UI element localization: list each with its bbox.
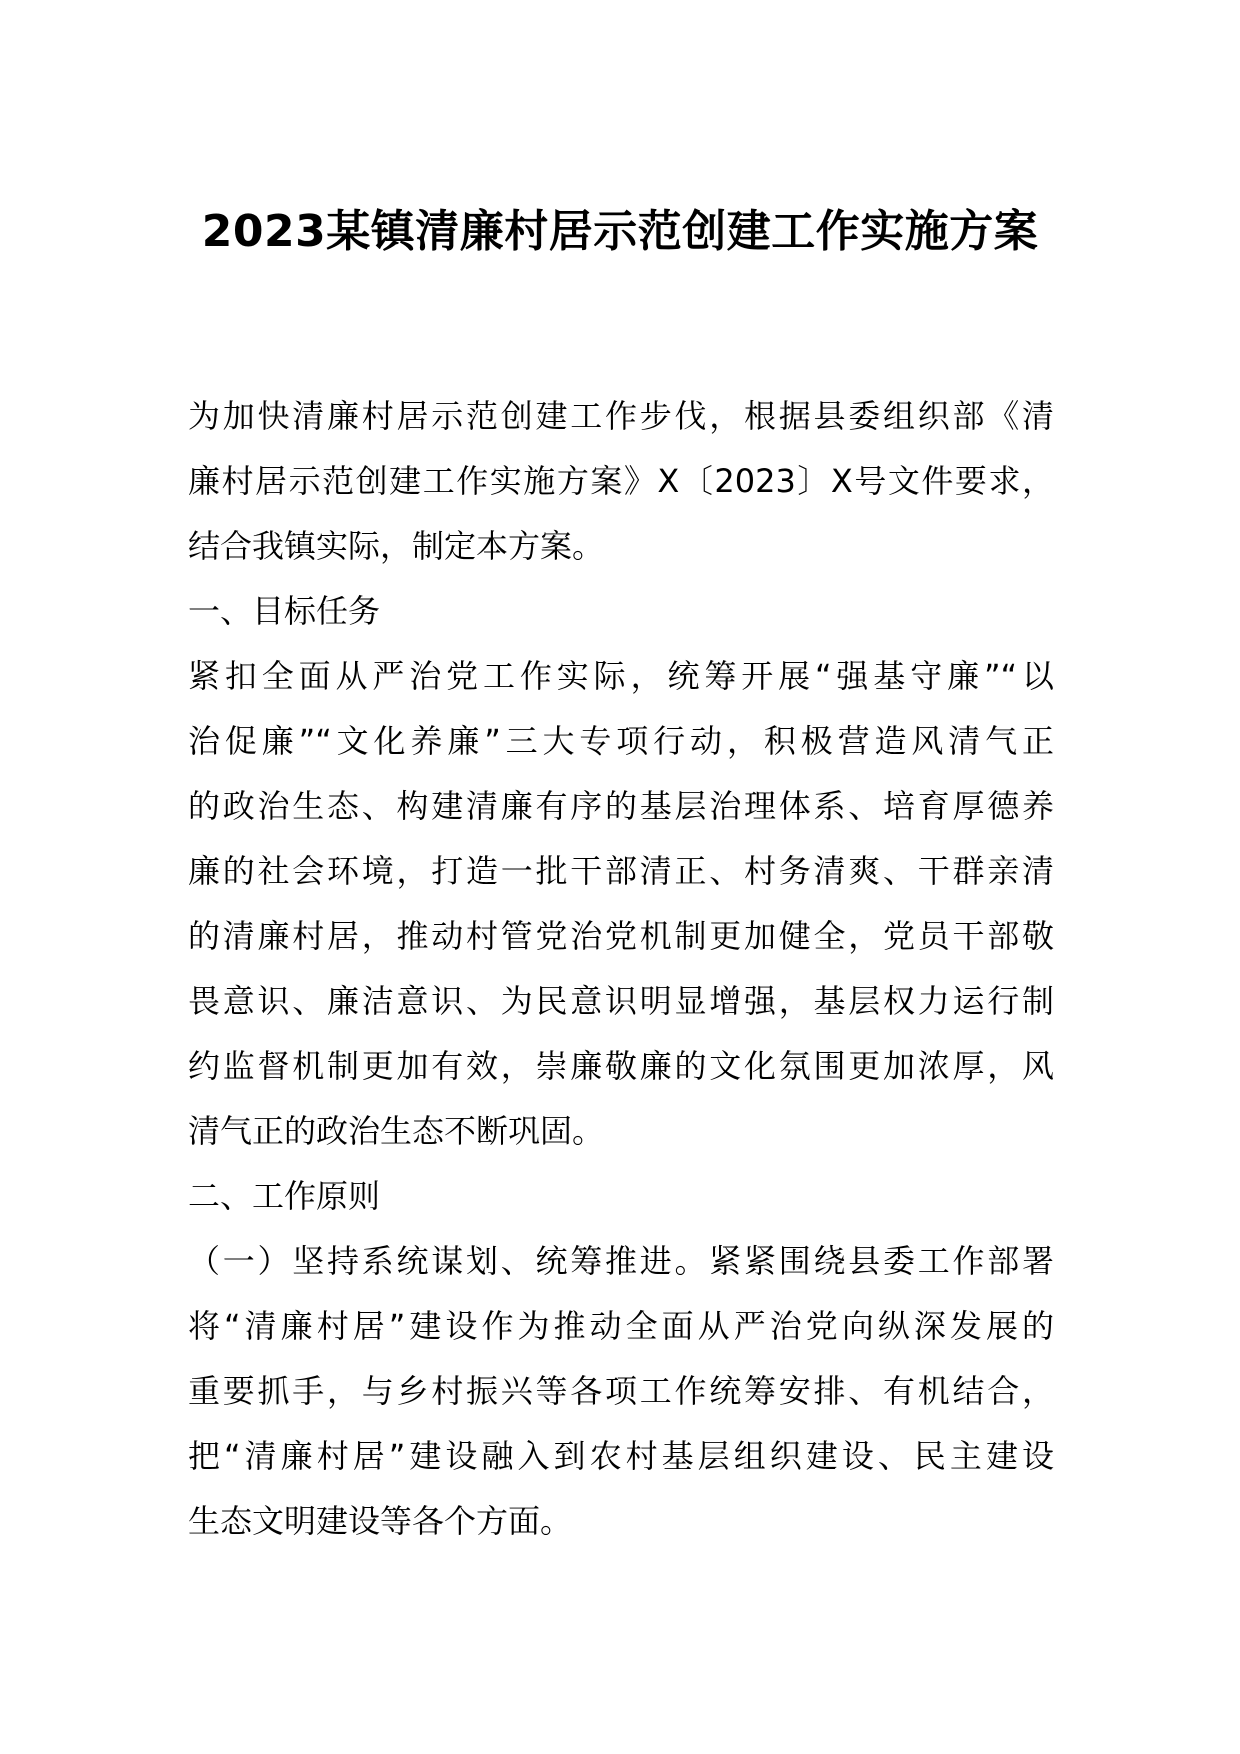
paragraph-line: 紧扣全面从严治党工作实际，统筹开展“强基守廉”“以 [188, 657, 1054, 695]
paragraph-line: 结合我镇实际，制定本方案。 [188, 527, 605, 565]
paragraph-line: 畏意识、廉洁意识、为民意识明显增强，基层权力运行制 [188, 982, 1054, 1020]
section-heading-principles: 二、工作原则 [188, 1177, 381, 1215]
paragraph-line: 为加快清廉村居示范创建工作步伐，根据县委组织部《清 [188, 397, 1054, 435]
paragraph-line: 清气正的政治生态不断巩固。 [188, 1112, 605, 1150]
paragraph-line: 约监督机制更加有效，崇廉敬廉的文化氛围更加浓厚，风 [188, 1047, 1054, 1085]
paragraph-line: 治促廉”“文化养廉”三大专项行动，积极营造风清气正 [188, 722, 1054, 760]
paragraph-line: 重要抓手，与乡村振兴等各项工作统筹安排、有机结合， [188, 1372, 1054, 1410]
paragraph-line: 的政治生态、构建清廉有序的基层治理体系、培育厚德养 [188, 787, 1054, 825]
paragraph-line: 把“清廉村居”建设融入到农村基层组织建设、民主建设 [188, 1437, 1054, 1475]
paragraph-line: 的清廉村居，推动村管党治党机制更加健全，党员干部敬 [188, 917, 1054, 955]
paragraph-line: 廉村居示范创建工作实施方案》X〔2023〕X号文件要求， [188, 462, 1054, 500]
paragraph-line: 生态文明建设等各个方面。 [188, 1502, 573, 1540]
section-heading-goals: 一、目标任务 [188, 592, 381, 630]
document-title: 2023某镇清廉村居示范创建工作实施方案 [201, 206, 1039, 257]
paragraph-line: （一）坚持系统谋划、统筹推进。紧紧围绕县委工作部署 [188, 1242, 1054, 1280]
paragraph-line: 廉的社会环境，打造一批干部清正、村务清爽、干群亲清 [188, 852, 1054, 890]
document-body [188, 384, 1054, 1554]
paragraph-line: 将“清廉村居”建设作为推动全面从严治党向纵深发展的 [188, 1307, 1054, 1345]
